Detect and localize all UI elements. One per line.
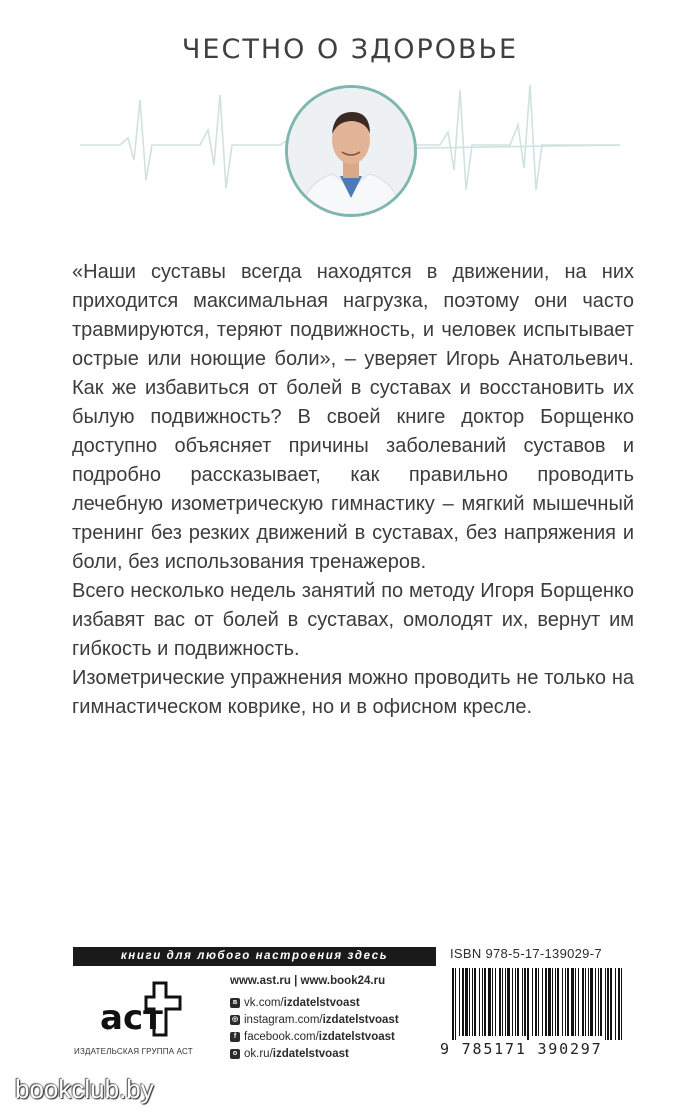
social-prefix: facebook.com/ [244,1030,319,1043]
barcode-bar [479,968,480,1036]
barcode-bar [565,968,566,1036]
barcode-bar [527,968,529,1040]
websites[interactable]: www.ast.ru | www.book24.ru [230,975,386,987]
social-link-facebook[interactable] [230,1028,399,1045]
barcode-bar [621,968,622,1040]
barcode-bar [517,968,519,1036]
barcode-bar [524,968,526,1036]
social-prefix: ok.ru/ [244,1047,273,1060]
facebook-icon: f [230,1032,240,1042]
slogan-banner: книги для любого настроения здесь [73,947,436,966]
vk-icon: в [230,998,240,1008]
watermark: bookclub.by [15,1074,154,1104]
barcode-bar [548,968,551,1036]
barcode-bar [605,968,606,1040]
barcode-bar [607,968,609,1040]
barcode-bar [469,968,470,1036]
barcode-bar [598,968,599,1036]
social-handle: izdatelstvoast [318,1030,395,1043]
barcode-bar [465,968,468,1036]
social-prefix: instagram.com/ [244,1013,323,1026]
back-cover-text [72,258,634,722]
barcode-bar [571,968,574,1036]
barcode-bar [585,968,586,1036]
barcode-bar [555,968,556,1036]
barcode-bar [545,968,547,1036]
barcode-bar [495,968,496,1036]
social-handle: izdatelstvoast [272,1047,349,1060]
social-link-instagram[interactable] [230,1011,399,1028]
barcode-bar [459,968,460,1036]
barcode-bar [562,968,563,1036]
barcode-bar [452,968,454,1040]
paragraph: «Наши суставы всегда находятся в движении, на них приходится максимальная нагрузка, поэтому они часто травмируются, теряют подвижность, и человек испытывает острые или ноющие боли», – уверяет Игорь Анатольевич. Как же избавиться от болей в суставах и восстановить их былую подвижность? В своей книге доктор Борщенко доступно объясняет причины заболеваний суставов и подробно рассказывает, как правильно проводить лечебную изометрическую гимнастику – мягкий мышечный тренинг без резких движений в суставах, без напряжения и боли, без использования тренажеров. [72,261,634,573]
barcode [448,966,628,1044]
barcode-bar [488,968,491,1036]
isbn: ISBN 978-5-17-139029-7 [450,946,602,961]
barcode-bar [522,968,523,1036]
barcode-bar [588,968,589,1036]
social-link-ok[interactable] [230,1045,399,1062]
barcode-bar [484,968,486,1036]
barcode-bar [610,968,612,1040]
barcode-bar [507,968,510,1036]
barcode-bar [595,968,596,1036]
barcode-bar [455,968,456,1040]
barcode-bar [499,968,501,1036]
ok-icon: о [230,1049,240,1059]
barcode-bar [482,968,483,1036]
logo-caption: ИЗДАТЕЛЬСКАЯ ГРУППА АСТ [74,1047,193,1056]
barcode-bar [590,968,593,1036]
barcode-bar [474,968,476,1036]
barcode-bar [535,968,537,1036]
author-portrait [285,85,417,217]
paragraph: Изометрические упражнения можно проводить не только на гимнастическом коврике, но и в офисном кресле. [72,667,634,718]
barcode-bar [542,968,543,1036]
instagram-icon: ◎ [231,1015,239,1023]
barcode-bar [538,968,539,1036]
barcode-bar [567,968,569,1036]
barcode-bar [575,968,576,1036]
logo-text: aст [100,998,163,1038]
barcode-bar [515,968,516,1036]
barcode-bar [615,968,616,1040]
barcode-bar [557,968,559,1036]
barcode-bar [505,968,506,1036]
barcode-bar [552,968,553,1036]
barcode-bar [532,968,533,1036]
series-title: ЧЕСТНО О ЗДОРОВЬЕ [181,34,519,65]
barcode-bar [512,968,513,1036]
barcode-bar [600,968,602,1036]
barcode-bar [618,968,620,1040]
social-handle: izdatelstvoast [283,996,360,1009]
barcode-bar [582,968,584,1036]
paragraph: Всего несколько недель занятий по методу Игоря Борщенко избавят вас от болей в суставах, омолодят их, вернут им гибкость и подвижность. [72,580,634,660]
social-prefix: vk.com/ [244,996,284,1009]
ast-logo [92,973,202,1043]
barcode-bar [462,968,464,1036]
social-link-vk[interactable] [230,994,399,1011]
barcode-bar [472,968,473,1036]
social-links [230,994,399,1062]
barcode-bar [502,968,503,1036]
barcode-bar [578,968,579,1036]
barcode-bar [492,968,493,1036]
barcode-number: 9 785171 390297 [440,1040,603,1058]
social-handle: izdatelstvoast [322,1013,399,1026]
